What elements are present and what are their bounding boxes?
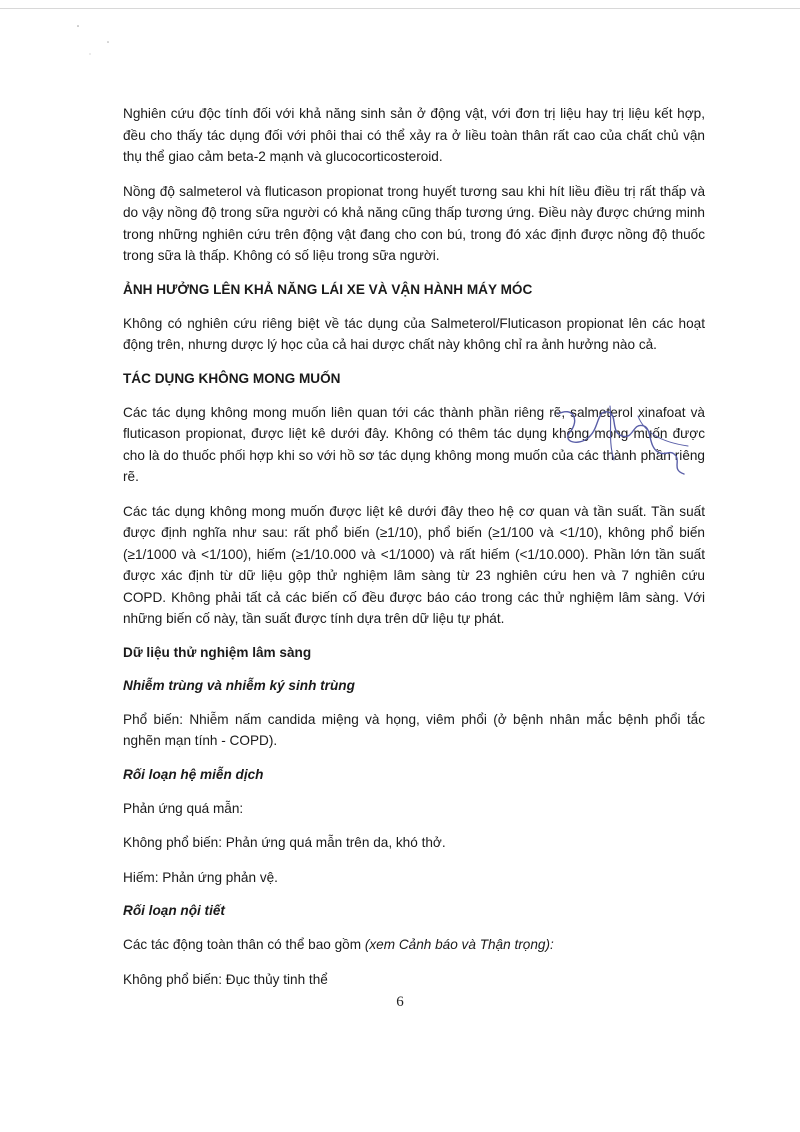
systemic-effects-reference: (xem Cảnh báo và Thận trọng): — [364, 937, 554, 952]
document-page — [123, 103, 705, 1003]
paragraph-rare-anaphylaxis: Hiếm: Phản ứng phản vệ. — [123, 869, 278, 885]
paragraph-breast-milk: Nồng độ salmeterol và fluticason propionat trong huyết tương sau khi hít liều điều trị rất thấp và do vậy nồng độ trong sữa người có khả năng cũng thấp tương ứng. Điều này được chứng minh trong những nghiên cứu trên động vật đang cho con bú, trong đó xác định được nồng độ thuốc trong sữa là thấp. Không có số liệu trong sữa người. — [123, 183, 705, 263]
page-number: 6 — [396, 994, 404, 1010]
heading-clinical-trial-data: Dữ liệu thử nghiệm lâm sàng — [123, 644, 312, 660]
paragraph-reproductive-toxicity: Nghiên cứu độc tính đối với khả năng sinh sản ở động vật, với đơn trị liệu hay trị liệu kết hợp, đều cho thấy tác dụng đối với phôi thai có thể xảy ra ở liều toàn thân rất cao của chất chủ vận thụ thể giao cảm beta-2 mạnh và glucocorticosteroid. — [123, 106, 705, 164]
heading-immune: Rối loạn hệ miễn dịch — [123, 766, 264, 782]
paragraph-frequency: Các tác dụng không mong muốn được liệt kê dưới đây theo hệ cơ quan và tần suất. Tần suất được định nghĩa như sau: rất phổ biến (≥1/10), phổ biến (≥1/100 và <1/10), không phổ biến (≥1/1000 và <1/100), hiếm (≥1/10.000 và <1/1000) và rất hiếm (<1/10.000). Phần lớn tần suất được xác định từ dữ liệu gộp thử nghiệm lâm sàng từ 23 nghiên cứu hen và 7 nghiên cứu COPD. Không phải tất cả các biến cố đều được báo cáo trong các thử nghiệm lâm sàng. Với những biến cố này, tần suất được tính dựa trên dữ liệu tự phát. — [123, 503, 705, 626]
paragraph-adverse-intro: Các tác dụng không mong muốn liên quan tới các thành phần riêng rẽ, salmeterol xinafoat và fluticason propionat, được liệt kê dưới đây. Không có thêm tác dụng không mong muốn được cho là do thuốc phối hợp khi so với hồ sơ tác dụng không mong muốn của các thành phần riêng rẽ. — [123, 404, 705, 484]
paragraph-infections: Phổ biến: Nhiễm nấm candida miệng và họng, viêm phổi (ở bệnh nhân mắc bệnh phổi tắc nghẽn mạn tính - COPD). — [123, 711, 705, 748]
scan-specks — [60, 20, 120, 60]
paragraph-driving: Không có nghiên cứu riêng biệt về tác dụng của Salmeterol/Fluticason propionat lên các hoạt động trên, nhưng dược lý học của cả hai dược chất này không chỉ ra ảnh hưởng nào cả. — [123, 315, 705, 352]
paragraph-uncommon-skin: Không phổ biến: Phản ứng quá mẫn trên da, khó thở. — [123, 835, 446, 850]
heading-driving: ẢNH HƯỞNG LÊN KHẢ NĂNG LÁI XE VÀ VẬN HÀNH MÁY MÓC — [123, 281, 533, 297]
scan-edge-line — [0, 8, 800, 9]
paragraph-cataract: Không phổ biến: Đục thủy tinh thể — [123, 971, 328, 987]
paragraph-hypersensitivity: Phản ứng quá mẫn: — [123, 800, 244, 816]
heading-infections: Nhiễm trùng và nhiễm ký sinh trùng — [123, 677, 355, 693]
paragraph-systemic-effects — [123, 934, 705, 956]
handwritten-signature — [548, 402, 718, 482]
heading-endocrine: Rối loạn nội tiết — [123, 903, 225, 918]
heading-adverse-effects: TÁC DỤNG KHÔNG MONG MUỐN — [123, 370, 341, 386]
systemic-effects-text: Các tác động toàn thân có thể bao gồm — [123, 937, 365, 952]
